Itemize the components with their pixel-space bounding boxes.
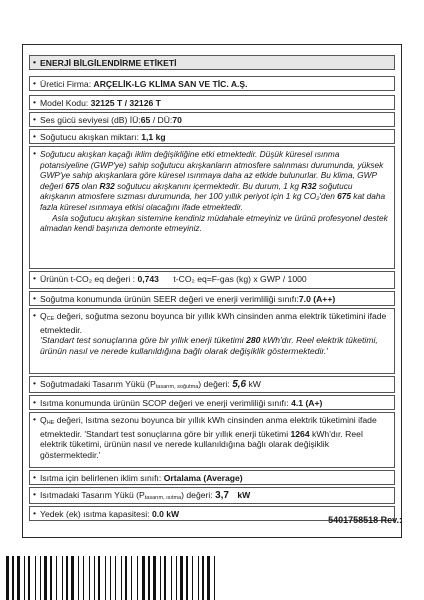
refrigerant-row: • Soğutucu akışkan miktarı: 1,1 kg <box>29 129 395 144</box>
barcode-bar <box>202 556 204 600</box>
seer-value: 7.0 (A++) <box>298 294 336 304</box>
barcode-bar <box>176 556 177 600</box>
barcode-bar <box>180 556 183 600</box>
qhe-value: 1264 <box>290 428 310 439</box>
barcode-bar <box>110 556 111 600</box>
co2-formula: t-CO₂ eq=F-gas (kg) x GWP / 1000 <box>173 274 307 284</box>
pdesign-cooling-label2: ) değeri: <box>198 379 230 389</box>
co2-row: • Ürünün t-CO₂ eq değeri : 0,743 t-CO₂ eq=F-gas (kg) x GWP / 1000 <box>29 271 395 289</box>
backup-value: 0.0 kW <box>151 509 180 519</box>
sound-sep: / DÜ: <box>150 115 173 125</box>
gwp-value: 675 <box>65 180 80 191</box>
pdesign-cooling-sub: tasarım, soğutma <box>155 384 199 390</box>
qce-quote1: 'Standart test sonuçlarına göre bir yıllık enerji tüketimi <box>40 335 244 345</box>
climate-label: Isıtma için belirlenen iklim sınıfı: <box>40 473 162 483</box>
warning-line5: Asla soğutucu akışkan sistemine kendiniz müdahale etmeyiniz ve ürünü profesyonel destek almadan kendi başınıza demonte etmeyiniz. <box>40 212 388 234</box>
pdesign-cooling-unit: kW <box>248 379 261 389</box>
warning-line1: Soğutucu akışkan kaçağı iklim değişikliğine etki etmektedir. Düşük küresel ısınma potansiyeline (GWP'ye) sahip soğutucu akışkanların atmosfere salınması durumunda, yüksek GWP'ye sahip akışkanlara göre küresel ısınmaya daha az etkide bulunurlar. Bu klima, GWP değeri <box>40 149 384 191</box>
qhe-text: değeri, Isıtma sezonu boyunca bir yıllık kWh cinsinden anma elektrik tüketimini ifade etmektedir. 'Standart test sonuçlarına göre bir yıllık enerji tüketimi <box>40 415 377 439</box>
barcode-bar <box>28 556 30 600</box>
barcode-bar <box>24 556 25 600</box>
scop-label: Isıtma konumunda ürünün SCOP değeri ve enerji verimliliği sınıfı: <box>40 398 289 408</box>
backup-label: Yedek (ek) ısıtma kapasitesi: <box>40 509 150 519</box>
co2-value: 0,743 <box>137 274 159 284</box>
pdesign-cooling-value: 5,6 <box>232 379 247 390</box>
barcode-bar <box>78 556 79 600</box>
sound-outdoor: 70 <box>172 115 182 125</box>
document-code: 5401758518 Rev.: <box>328 515 402 525</box>
backup-row: • Yedek (ek) ısıtma kapasitesi: 0.0 kW <box>29 506 395 521</box>
barcode-bar <box>44 556 47 600</box>
scop-class: (A+) <box>305 398 323 408</box>
qce-symbol: Q <box>40 311 47 321</box>
climate-row: • Isıtma için belirlenen iklim sınıfı: Ortalama (Average) <box>29 470 395 485</box>
barcode-bar <box>62 556 63 600</box>
qhe-sub: HE <box>46 420 55 426</box>
manufacturer-value: ARÇELİK-LG KLİMA SAN VE TİC. A.Ş. <box>93 79 248 89</box>
barcode-bar <box>94 556 95 600</box>
warning-olan: olan <box>81 180 98 191</box>
warning-row: • Soğutucu akışkan kaçağı iklim değişikliğine etki etmektedir. Düşük küresel ısınma potansiyeline (GWP'ye) sahip soğutucu akışkanların atmosfere salınması durumunda, yüksek GWP'ye sahip akışkanlara göre küresel ısınmaya daha az etkide bulunurlar. Bu klima, GWP değeri 675 olan R32 soğutucu akışkanını içermektedir. Bu durum, 1 kg R32 soğutucu akışkanın atmosfere sızması durumunda, her 100 yıllık periyot için 1 kg CO₂'den 675 kat daha fazla küresel ısınmaya etkisi olacağını ifade etmektedir. Asla soğutucu akışkan sistemine kendiniz müdahale etmeyiniz ve ürünü profesyonel destek almadan kendi başınıza demonte etmeyiniz. <box>29 146 395 269</box>
barcode <box>6 556 216 600</box>
sound-row: • Ses gücü seviyesi (dB) İÜ:65 / DÜ:70 <box>29 112 395 127</box>
refrigerant-name-2: R32 <box>301 180 317 191</box>
barcode-bar <box>115 556 116 600</box>
barcode-bar <box>121 556 122 600</box>
sound-indoor: 65 <box>140 115 151 125</box>
barcode-bar <box>192 556 193 600</box>
pdesign-heating-row: • Isıtmadaki Tasarım Yükü (Ptasarım, ısıtma) değeri: 3,7 kW <box>29 487 395 504</box>
pdesign-heating-value: 3,7 <box>215 490 229 501</box>
qhe-row: • QHE değeri, Isıtma sezonu boyunca bir yıllık kWh cinsinden anma elektrik tüketimini ifade etmektedir. 'Standart test sonuçlarına göre bir yıllık enerji tüketimi 1264 kWh'dır. Reel elektrik tüketimi, ürünün nasıl ve nerede kullanıldığına bağlı olarak değişiklik göstermektedir.' <box>29 412 395 468</box>
refrigerant-amount: 1,1 kg <box>141 132 166 142</box>
pdesign-heating-label: Isıtmadaki Tasarım Yükü (P <box>40 490 145 500</box>
barcode-bar <box>50 556 52 600</box>
barcode-bar <box>12 556 14 600</box>
barcode-bar <box>131 556 132 600</box>
label-title: ENERJİ BİLGİLENDİRME ETİKETİ <box>40 58 177 68</box>
energy-label <box>22 44 402 538</box>
pdesign-cooling-row: • Soğutmadaki Tasarım Yükü (Ptasarım, soğutma) değeri: 5,6 kW <box>29 376 395 393</box>
barcode-bar <box>207 556 210 600</box>
refrigerant-name: R32 <box>99 180 115 191</box>
barcode-bar <box>153 556 156 600</box>
barcode-bar <box>171 556 172 600</box>
pdesign-heating-label2: ) değeri: <box>181 490 213 500</box>
model-row: • Model Kodu: 32125 T / 32126 T <box>29 95 395 110</box>
pdesign-heating-unit: kW <box>237 490 251 500</box>
seer-label: Soğutma konumunda ürünün SEER değeri ve enerji verimliliği sınıfı: <box>40 294 299 304</box>
scop-value: 4.1 <box>291 398 304 408</box>
model-label: Model Kodu: <box>40 98 89 108</box>
barcode-bar <box>137 556 138 600</box>
barcode-bar <box>40 556 41 600</box>
barcode-bar <box>89 556 90 600</box>
barcode-bar <box>142 556 145 600</box>
co2-label: Ürünün t-CO₂ eq değeri : <box>40 274 136 284</box>
barcode-bar <box>66 556 68 600</box>
barcode-bar <box>186 556 188 600</box>
refrigerant-label: Soğutucu akışkan miktarı: <box>40 132 139 142</box>
barcode-bar <box>6 556 9 600</box>
gwp-value-2: 675 <box>337 191 351 202</box>
model-value: 32125 T / 32126 T <box>90 98 161 108</box>
barcode-bar <box>71 556 74 600</box>
barcode-bar <box>214 556 215 600</box>
qce-quote2: kWh'dır. Reel elektrik tüketimi, ürünün nasıl ve nerede kullanıldığına bağlı olarak değişiklik göstermektedir.' <box>40 335 378 356</box>
barcode-bar <box>105 556 106 600</box>
warning-line4: kat daha fazla küresel ısınmaya etkisi olacağını ifade etmektedir. <box>40 191 386 212</box>
barcode-bar <box>148 556 150 600</box>
qhe-symbol: Q <box>40 415 47 425</box>
qce-value: 280 <box>246 335 261 345</box>
barcode-bar <box>160 556 161 600</box>
barcode-bar <box>198 556 199 600</box>
climate-value: Ortalama (Average) <box>163 473 243 483</box>
manufacturer-label: Üretici Firma: <box>40 79 92 89</box>
seer-row: • Soğutma konumunda ürünün SEER değeri ve enerji verimliliği sınıfı:7.0 (A++) <box>29 291 395 306</box>
sound-label: Ses gücü seviyesi (dB) İÜ: <box>40 115 141 125</box>
qhe-text3: kWh'dır. Reel elektrik tüketimi, ürünün nasıl ve nerede kullanıldığına bağlı olarak değişiklik göstermektedir.' <box>40 428 363 460</box>
qce-row: • QCE değeri, soğutma sezonu boyunca bir yıllık kWh cinsinden anma elektrik tüketimini ifade etmektedir. 'Standart test sonuçlarına göre bir yıllık enerji tüketimi 280 kWh'dır. Reel elektrik tüketimi, ürünün nasıl ve nerede kullanıldığına bağlı olarak değişiklik göstermektedir.' <box>29 308 395 374</box>
qce-sub: CE <box>46 316 55 322</box>
barcode-bar <box>98 556 100 600</box>
pdesign-cooling-label: Soğutmadaki Tasarım Yükü (P <box>40 379 156 389</box>
pdesign-heating-sub: tasarım, ısıtma <box>144 495 182 501</box>
warning-line3: soğutucu akışkanın atmosfere sızması durumunda, her 100 yıllık periyot için 1 kg CO₂'den <box>40 180 353 202</box>
qce-text: değeri, soğutma sezonu boyunca bir yıllık kWh cinsinden anma elektrik tüketimini ifade etmektedir. <box>40 311 387 335</box>
barcode-bar <box>35 556 36 600</box>
barcode-bar <box>56 556 57 600</box>
scop-row: • Isıtma konumunda ürünün SCOP değeri ve enerji verimliliği sınıfı: 4.1 (A+) <box>29 395 395 410</box>
label-title-row: • ENERJİ BİLGİLENDİRME ETİKETİ <box>29 55 395 70</box>
warning-line2: soğutucu akışkanını içermektedir. Bu durum, 1 kg <box>117 180 299 191</box>
manufacturer-row: • Üretici Firma: ARÇELİK-LG KLİMA SAN VE TİC. A.Ş. <box>29 76 395 91</box>
barcode-bar <box>83 556 84 600</box>
barcode-bar <box>125 556 127 600</box>
barcode-bar <box>164 556 166 600</box>
barcode-bar <box>17 556 20 600</box>
